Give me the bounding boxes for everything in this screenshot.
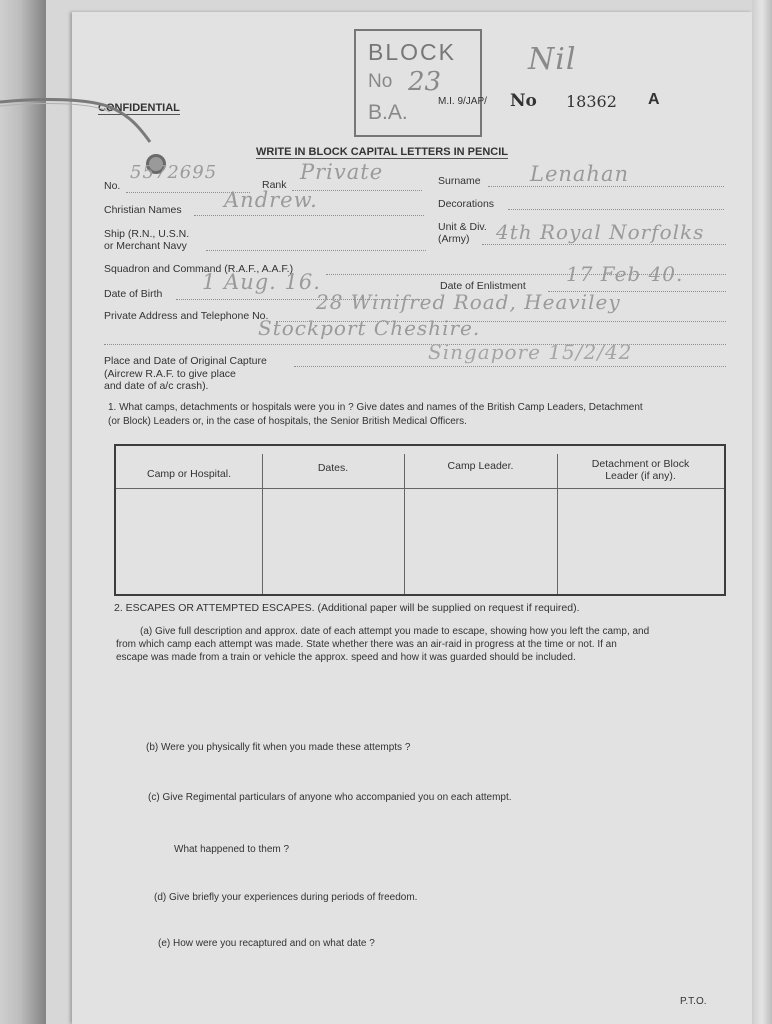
q2e-text: (e) How were you recaptured and on what date ? bbox=[158, 938, 375, 949]
instruction-heading: WRITE IN BLOCK CAPITAL LETTERS IN PENCIL bbox=[256, 146, 508, 158]
capture-label-3: and date of a/c crash). bbox=[104, 380, 209, 392]
ship-line bbox=[206, 250, 426, 251]
surname-label: Surname bbox=[438, 175, 481, 187]
table-header-rule bbox=[116, 488, 724, 489]
form-ref: M.I. 9/JAP/ bbox=[438, 96, 487, 107]
squadron-label: Squadron and Command (R.A.F., A.A.F.) bbox=[104, 263, 294, 275]
confidential-label: CONFIDENTIAL bbox=[98, 102, 180, 114]
rank-value: Private bbox=[300, 160, 384, 184]
capture-value: Singapore 15/2/42 bbox=[428, 340, 633, 364]
dob-label: Date of Birth bbox=[104, 288, 163, 300]
table-col-divider bbox=[262, 454, 263, 594]
address-label: Private Address and Telephone No. bbox=[104, 310, 269, 322]
stamp-no: No bbox=[368, 71, 393, 92]
form-page bbox=[72, 12, 752, 1024]
table-col-divider bbox=[404, 454, 405, 594]
decorations-label: Decorations bbox=[438, 198, 495, 210]
q2a-line1: (a) Give full description and approx. date of each attempt you made to escape, showing how you left the camp, and bbox=[140, 626, 650, 637]
q2b-text: (b) Were you physically fit when you made these attempts ? bbox=[146, 742, 411, 753]
table-header-camp: Camp or Hospital. bbox=[146, 468, 232, 480]
address-value-2: Stockport Cheshire. bbox=[258, 316, 481, 340]
ship-label-2: or Merchant Navy bbox=[104, 240, 187, 252]
q1-text-line1: 1. What camps, detachments or hospitals were you in ? Give dates and names of the British Camp Leaders, Detachment bbox=[108, 402, 643, 413]
surname-line bbox=[488, 186, 724, 187]
enlistment-label: Date of Enlistment bbox=[440, 280, 526, 292]
table-header-camp-leader: Camp Leader. bbox=[447, 460, 514, 472]
christian-names-line bbox=[194, 215, 424, 216]
pto-label: P.T.O. bbox=[680, 996, 707, 1007]
camps-table bbox=[114, 444, 726, 596]
surname-value: Lenahan bbox=[530, 162, 629, 186]
christian-names-value: Andrew. bbox=[224, 188, 318, 212]
nil-note: Nil bbox=[528, 42, 577, 77]
enlistment-value: 17 Feb 40. bbox=[566, 262, 684, 286]
table-header-dates: Dates. bbox=[317, 462, 349, 474]
block-stamp bbox=[354, 29, 482, 137]
capture-label: Place and Date of Original Capture bbox=[104, 355, 267, 367]
unit-line bbox=[482, 244, 726, 245]
q2c-sub-text: What happened to them ? bbox=[174, 844, 290, 855]
rank-label: Rank bbox=[262, 179, 287, 191]
form-suffix: A bbox=[648, 91, 660, 108]
dob-value: 1 Aug. 16. bbox=[202, 270, 321, 294]
q2a-line2: from which camp each attempt was made. State whether there was an air-raid in progress at the time or not. If an bbox=[116, 639, 617, 650]
capture-label-2: (Aircrew R.A.F. to give place bbox=[104, 368, 236, 380]
tag-string bbox=[0, 98, 160, 148]
q2-title: 2. ESCAPES OR ATTEMPTED ESCAPES. (Additional paper will be supplied on request if required). bbox=[114, 602, 580, 614]
capture-line bbox=[294, 366, 726, 367]
decorations-line bbox=[508, 209, 724, 210]
christian-names-label: Christian Names bbox=[104, 204, 182, 216]
table-header-detachment-2: Leader (if any). bbox=[605, 470, 676, 482]
q2c-text: (c) Give Regimental particulars of anyone who accompanied you on each attempt. bbox=[148, 792, 512, 803]
q2d-text: (d) Give briefly your experiences during periods of freedom. bbox=[154, 892, 418, 903]
ship-label: Ship (R.N., U.S.N. bbox=[104, 228, 190, 240]
no-value: 5572695 bbox=[130, 162, 218, 183]
stamp-ba: B.A. bbox=[368, 101, 408, 124]
stamp-block: BLOCK bbox=[368, 39, 456, 65]
address-value-1: 28 Winifred Road, Heaviley bbox=[316, 290, 621, 314]
no-label: No. bbox=[104, 180, 121, 192]
q2a-line3: escape was made from a train or vehicle the approx. speed and how it was guarded should be included. bbox=[116, 652, 576, 663]
address-line-2 bbox=[104, 344, 726, 345]
page-stack-edge bbox=[752, 0, 772, 1024]
stamp-number: 23 bbox=[408, 67, 442, 97]
unit-label-2: (Army) bbox=[438, 233, 470, 245]
form-no-label: No bbox=[510, 91, 537, 111]
unit-value: 4th Royal Norfolks bbox=[496, 220, 705, 244]
unit-label: Unit & Div. bbox=[438, 221, 487, 233]
form-number: 18362 bbox=[566, 92, 617, 111]
q1-text-line2: (or Block) Leaders or, in the case of hospitals, the Senior British Medical Officers. bbox=[108, 416, 467, 427]
table-header-detachment: Detachment or Block bbox=[591, 458, 690, 470]
